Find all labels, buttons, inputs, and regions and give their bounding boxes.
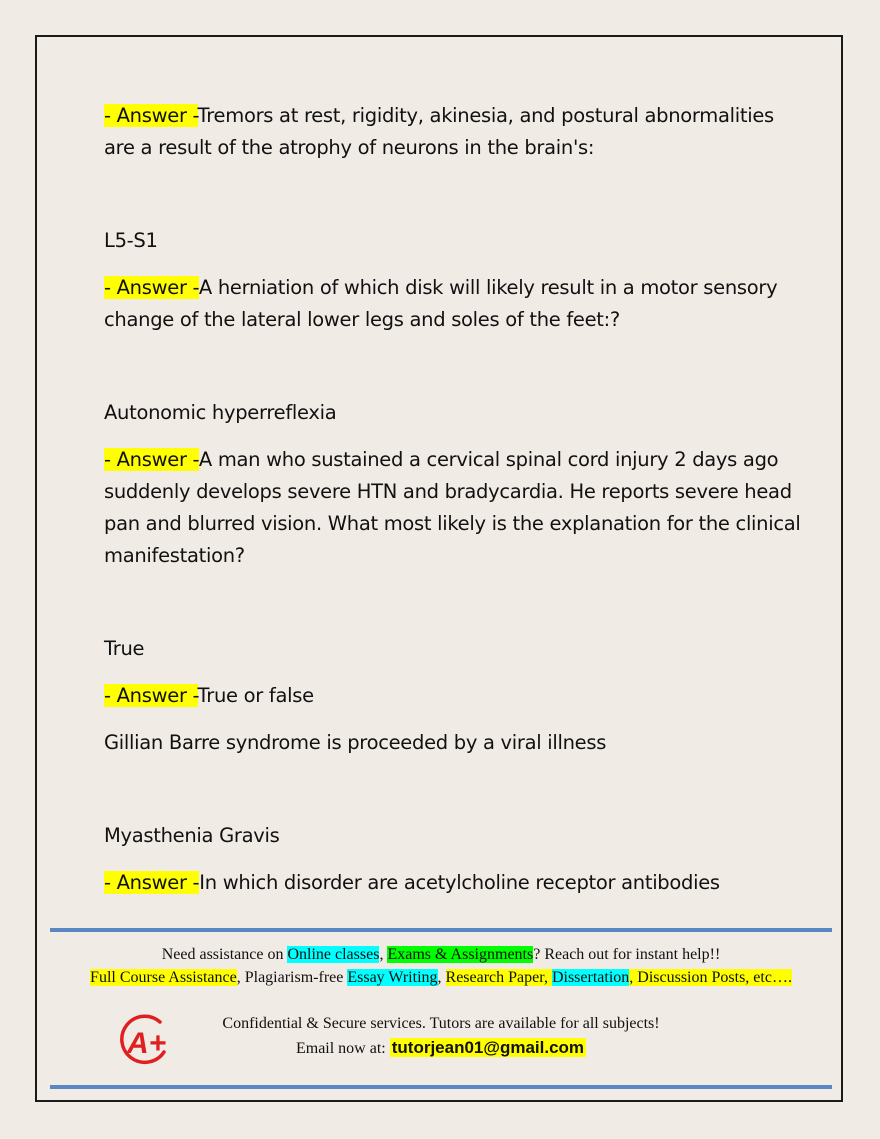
answer-marker: - Answer - [104,448,199,471]
footer-text: ? Reach out for instant help!! [533,946,721,963]
footer-text: , [379,946,388,963]
qa-item [104,444,804,572]
question-text: Tremors at rest, rigidity, akinesia, and postural abnormalities are a result of the atrophy of neurons in the brain's: [104,104,774,159]
online-classes-link[interactable]: Online classes [287,946,380,963]
email-link[interactable]: tutorjean01@gmail.com [391,1038,585,1057]
qa-item [104,272,804,336]
answer-text: Autonomic hyperreflexia [104,401,337,424]
qa-item [104,867,804,899]
question-text: In which disorder are acetylcholine receptor antibodies [199,871,720,894]
question-text: A man who sustained a cervical spinal cord injury 2 days ago suddenly develops severe HTN and bradycardia. He reports severe head pan and blurred vision. What most likely is the explanation for the clinical manifestation? [104,448,801,567]
qa-content [104,100,804,914]
exams-assignments-link[interactable]: Exams & Assignments [387,946,534,963]
footer-top-rule [50,928,832,932]
footer-line-4 [50,1036,832,1061]
question-extra: Gillian Barre syndrome is proceeded by a viral illness [104,731,607,754]
footer-text: , [629,969,638,986]
research-paper-link[interactable]: Research Paper, [445,969,552,986]
footer-text: Need assistance on [161,946,288,963]
question-text: A herniation of which disk will likely result in a motor sensory change of the lateral lower legs and soles of the feet:? [104,276,778,331]
answer-marker: - Answer - [104,104,198,127]
dissertation-link[interactable]: Dissertation [551,969,630,986]
email-label: Email now at: [295,1040,390,1057]
footer-text: , [437,969,446,986]
full-course-link[interactable]: Full Course Assistance [90,969,237,986]
footer-contact [50,1012,832,1061]
essay-writing-link[interactable]: Essay Writing [347,969,438,986]
footer-line-1 [50,943,832,966]
question-text: True or false [197,684,314,707]
qa-item [104,100,804,164]
footer-text: , Plagiarism-free [236,969,348,986]
answer-marker: - Answer - [104,871,200,894]
footer-line-3: Confidential & Secure services. Tutors are available for all subjects! [222,1015,660,1032]
answer-text: Myasthenia Gravis [104,824,280,847]
footer-bottom-rule [50,1085,832,1089]
answer-marker: - Answer - [104,684,198,707]
logo-text: A+ [127,1027,167,1060]
answer-text: True [104,637,145,660]
footer-promo [50,943,832,989]
qa-item [104,680,804,712]
footer-line-2 [50,966,832,989]
discussion-posts-link[interactable]: Discussion Posts, etc…. [637,969,792,986]
answer-marker: - Answer - [104,276,199,299]
answer-text: L5-S1 [104,229,158,252]
